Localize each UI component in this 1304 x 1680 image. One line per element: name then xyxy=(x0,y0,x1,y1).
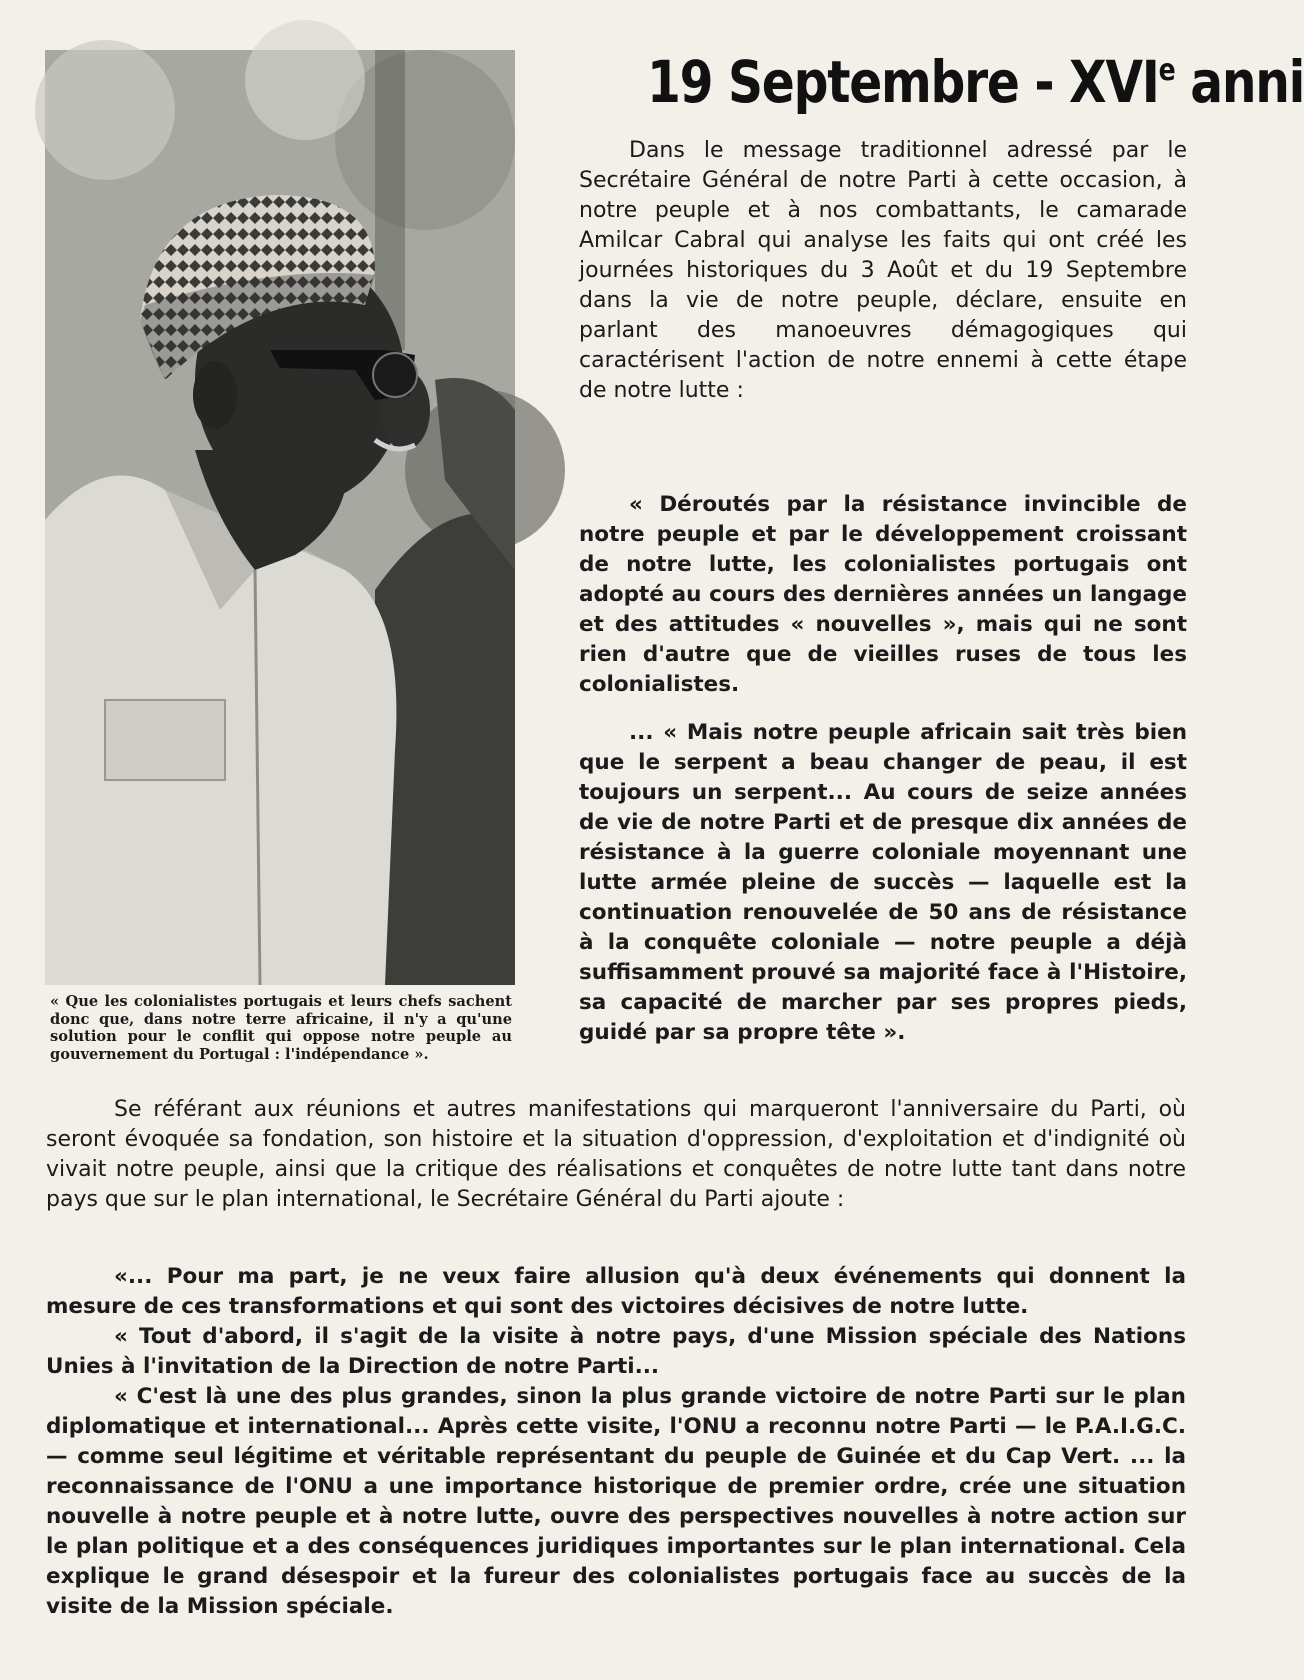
quote-paragraph-2: ... « Mais notre peuple africain sait très bien que le serpent a beau changer de peau, il est toujours un serpent... Au cours de seize années de vie de notre Parti et de presque dix années de résistance à la guerre coloniale moyennant une lutte armée pleine de succès — laquelle est la continuation renouvelée de 50 ans de résistance à la conquête coloniale — notre peuple a déjà suffisamment prouvé sa majorité face à l'Histoire, sa capacité de marcher par ses propres pieds, guidé par sa propre tête ». xyxy=(579,720,1187,1045)
portrait-image xyxy=(45,50,515,985)
quote-paragraph-1: « Déroutés par la résistance invincible de notre peuple et par le développement croissant de notre lutte, les colonialistes portugais ont adopté au cours des dernières années un langage et des attitudes « nouvelles », mais qui ne sont rien d'autre que de vieilles ruses de tous les colonialistes. xyxy=(579,492,1187,697)
page-title: 19 Septembre - XVIe anni xyxy=(647,48,1304,116)
quote-paragraph-3: «... Pour ma part, je ne veux faire allusion qu'à deux événements qui donnent la mesure de ces transformations et qui sont des victoires décisives de notre lutte. xyxy=(46,1264,1186,1319)
body-paragraph: Se référant aux réunions et autres manifestations qui marqueront l'anniversaire du Parti, où seront évoquée sa fondation, son histoire et la situation d'oppression, d'exploitation et d'indignité où vivait notre peuple, ainsi que la critique des réalisations et conquêtes de notre lutte tant dans notre pays que sur le plan international, le Secrétaire Général du Parti ajoute : xyxy=(46,1097,1186,1212)
quote-paragraph-4: « Tout d'abord, il s'agit de la visite à notre pays, d'une Mission spéciale des Nations Unies à l'invitation de la Direction de notre Parti... xyxy=(46,1324,1186,1379)
intro-paragraph: Dans le message traditionnel adressé par le Secrétaire Général de notre Parti à cette occasion, à notre peuple et à nos combattants, le camarade Amilcar Cabral qui analyse les faits qui ont créé les journées historiques du 3 Août et du 19 Septembre dans la vie de notre peuple, déclare, ensuite en parlant des manoeuvres démagogiques qui caractérisent l'action de notre ennemi à cette étape de notre lutte : xyxy=(579,138,1187,403)
portrait-photo xyxy=(45,50,515,985)
photo-caption: « Que les colonialistes portugais et leurs chefs sachent donc que, dans notre terre africaine, il n'y a qu'une solution pour le conflit qui oppose notre peuple au gouvernement du Portugal : l'indépendance ». xyxy=(50,993,512,1063)
quote-paragraph-5: « C'est là une des plus grandes, sinon la plus grande victoire de notre Parti sur le plan diplomatique et international... Après cette visite, l'ONU a reconnu notre Parti — le P.A.I.G.C. — comme seul légitime et véritable représentant du peuple de Guinée et du Cap Vert. ... la reconnaissance de l'ONU a une importance historique de premier ordre, crée une situation nouvelle à notre peuple et à notre lutte, ouvre des perspectives nouvelles à notre action sur le plan politique et a des conséquences juridiques importantes sur le plan international. Cela explique le grand désespoir et la fureur des colonialistes portugais face au succès de la visite de la Mission spéciale. xyxy=(46,1384,1186,1619)
